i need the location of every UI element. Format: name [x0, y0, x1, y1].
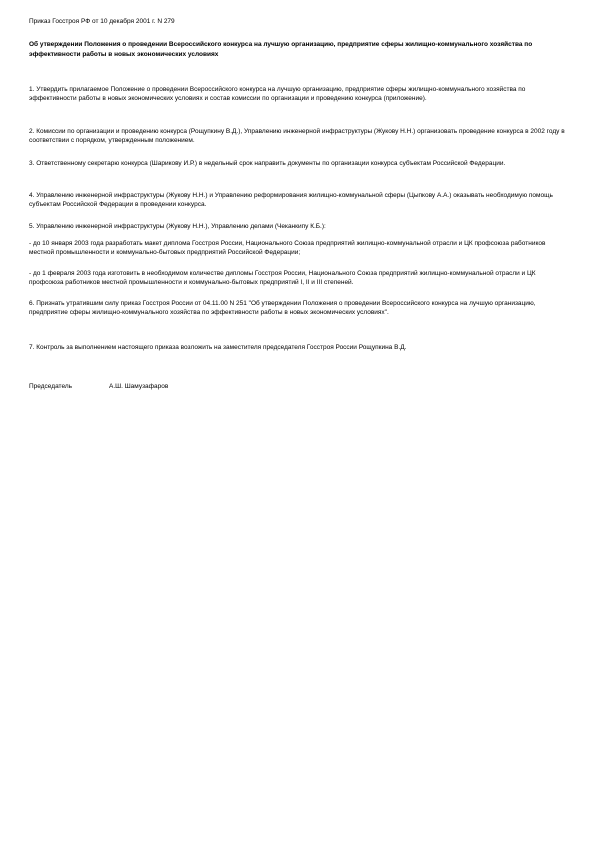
- paragraph-7: 7. Контроль за выполнением настоящего приказа возложить на заместителя председателя Госстроя России Рощупкина В.Д.: [29, 344, 407, 351]
- paragraph-4: 4. Управлению инженерной инфраструктуры (Жукову Н.Н.) и Управлению реформирования жилищно-коммунальной сферы (Цыпкову А.А.) оказывать необходимую помощь субъектам Российской Федерации в проведении конкурса.: [29, 192, 553, 209]
- signatory-role: Председатель: [29, 383, 73, 390]
- paragraph-3: 3. Ответственному секретарю конкурса (Шарикову И.Р.) в недельный срок направить документы по организации конкурса субъектам Российской Федерации.: [29, 160, 506, 167]
- order-reference: Приказ Госстроя РФ от 10 декабря 2001 г. N 279: [29, 18, 175, 25]
- paragraph-5-item-2: - до 1 февраля 2003 года изготовить в необходимом количестве дипломы Госстроя России, Национального Союза предприятий жилищно-коммунальной отрасли и ЦК профсоюза работников местной промышленности и коммунально-бытовых предприятий I, II и III степеней.: [29, 270, 536, 287]
- paragraph-5: 5. Управлению инженерной инфраструктуры (Жукову Н.Н.), Управлению делами (Чеканкипу К.Б.):: [29, 223, 326, 230]
- paragraph-2: 2. Комиссии по организации и проведению конкурса (Рощупкину В.Д.), Управлению инженерной инфраструктуры (Жукову Н.Н.) организовать проведение конкурса в 2002 году в соответствии с порядком, утвержденным положением.: [29, 128, 565, 145]
- paragraph-5-item-1: - до 10 января 2003 года разработать макет диплома Госстроя России, Национального Союза предприятий жилищно-коммунальной отрасли и ЦК профсоюза работников местной промышленности и коммунально-бытовых предприятий Российской Федерации;: [29, 240, 546, 257]
- paragraph-1: 1. Утвердить прилагаемое Положение о проведении Всероссийского конкурса на лучшую организацию, предприятие сферы жилищно-коммунального хозяйства по эффективности работы в новых экономических условиях и состав комиссии по организации и проведению конкурса (приложение).: [29, 86, 526, 103]
- paragraph-6: 6. Признать утратившим силу приказ Госстроя России от 04.11.00 N 251 "Об утверждении Положения о проведении Всероссийского конкурса на лучшую организацию, предприятие сферы жилищно-коммунального хозяйства по эффективности работы в новых экономических условиях".: [29, 300, 536, 317]
- document-title: Об утверждении Положения о проведении Всероссийского конкурса на лучшую организацию, предприятие сферы жилищно-коммунального хозяйства по эффективности работы в новых экономических условиях: [29, 41, 533, 58]
- signatory-name: А.Ш. Шамузафаров: [109, 383, 169, 390]
